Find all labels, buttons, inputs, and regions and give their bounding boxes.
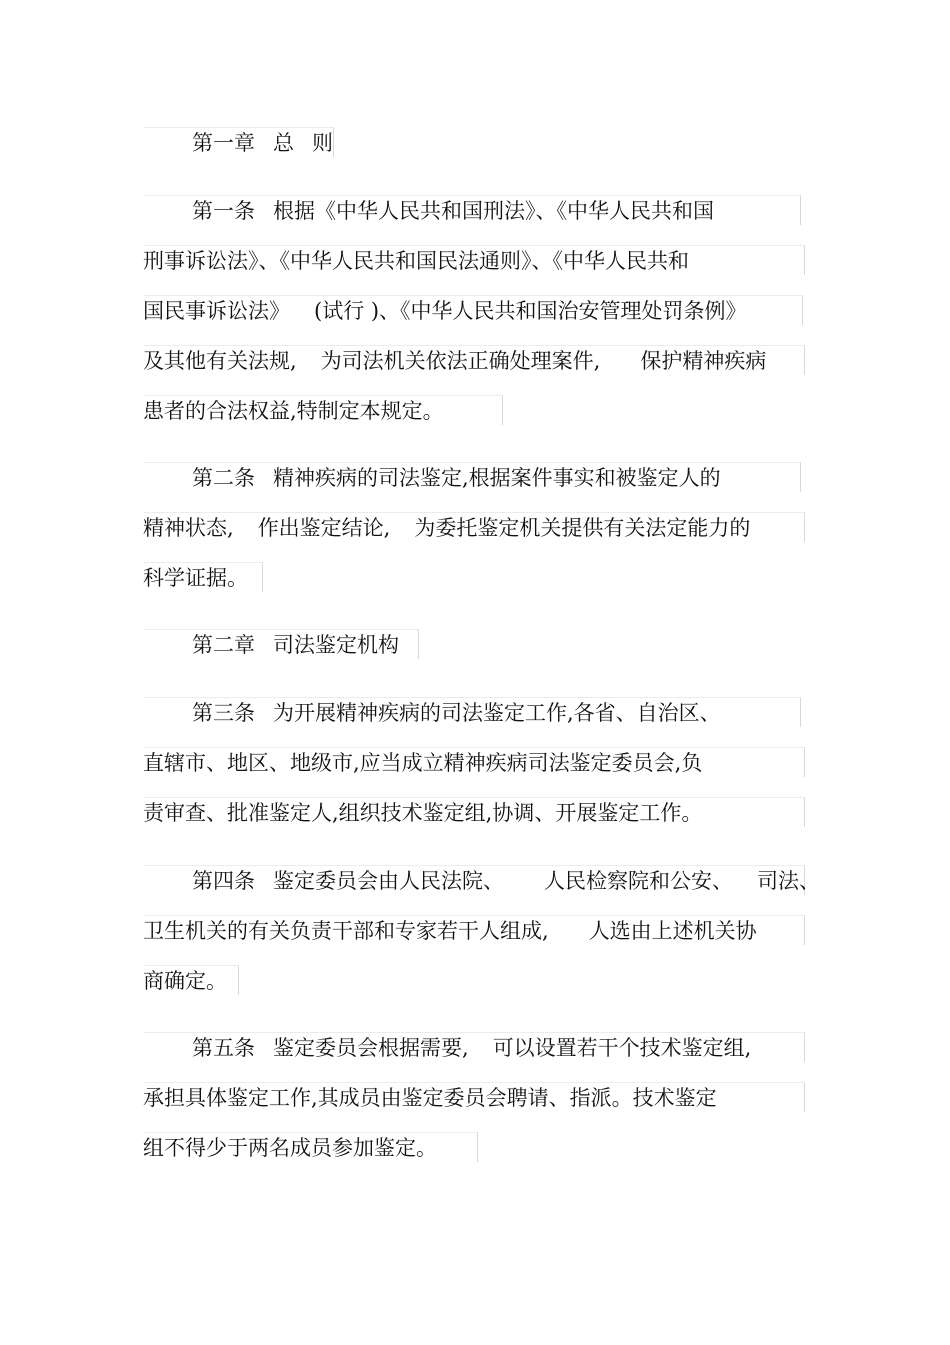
paragraph-line xyxy=(143,915,805,945)
line-text: 直辖市、地区、地级市,应当成立精神疾病司法鉴定委员会,负 xyxy=(143,751,703,775)
line-text: 人选由上述机关协 xyxy=(588,919,757,943)
line-text: 刑事诉讼法》、《中华人民共和国民法通则》、《中华人民共和 xyxy=(143,249,689,273)
line-text: 精神疾病的司法鉴定,根据案件事实和被鉴定人的 xyxy=(273,466,721,490)
line-text: 组不得少于两名成员参加鉴定。 xyxy=(143,1136,437,1160)
paragraph-line xyxy=(143,1032,805,1062)
paragraph-line xyxy=(143,512,805,542)
paragraph-line xyxy=(143,462,801,492)
paragraph-line xyxy=(143,747,805,777)
chapter-number: 第一章 xyxy=(192,131,255,155)
chapter-title-part: 总 xyxy=(273,131,294,155)
article-number: 第五条 xyxy=(192,1036,255,1060)
line-text: 保护精神疾病 xyxy=(640,349,767,373)
article-number: 第一条 xyxy=(192,199,255,223)
chapter-number: 第二章 xyxy=(192,633,255,657)
paragraph-line xyxy=(143,965,239,995)
line-text: 为委托鉴定机关提供有关法定能力的 xyxy=(414,516,751,540)
line-text: 为开展精神疾病的司法鉴定工作,各省、自治区、 xyxy=(273,701,721,725)
line-text: 承担具体鉴定工作,其成员由鉴定委员会聘请、指派。技术鉴定 xyxy=(143,1086,717,1110)
line-text: 科学证据。 xyxy=(143,566,248,590)
chapter-heading xyxy=(143,629,419,659)
line-text: 可以设置若干个技术鉴定组, xyxy=(492,1036,752,1060)
paragraph-line xyxy=(143,562,263,592)
line-text: 商确定。 xyxy=(143,969,227,993)
paragraph-line xyxy=(143,1082,805,1112)
article-number: 第四条 xyxy=(192,869,255,893)
line-text: 为司法机关依法正确处理案件, xyxy=(320,349,601,373)
line-text: (试行 )、《中华人民共和国治安管理处罚条例》 xyxy=(314,299,747,323)
line-text: 及其他有关法规, xyxy=(143,349,297,373)
paragraph-line xyxy=(143,195,801,225)
line-text: 国民事诉讼法》 xyxy=(143,299,290,323)
line-text: 鉴定委员会根据需要, xyxy=(273,1036,469,1060)
paragraph-line xyxy=(143,865,820,895)
line-text: 司法、 xyxy=(757,869,820,893)
paragraph-line xyxy=(143,697,801,727)
article-number: 第三条 xyxy=(192,701,255,725)
paragraph-line xyxy=(143,295,803,325)
paragraph-line xyxy=(143,797,805,827)
chapter-title-part: 则 xyxy=(312,131,333,155)
paragraph-line xyxy=(143,245,805,275)
article-number: 第二条 xyxy=(192,466,255,490)
line-text: 根据《中华人民共和国刑法》、《中华人民共和国 xyxy=(273,199,714,223)
chapter-heading xyxy=(143,127,334,157)
chapter-title-part: 司法鉴定机构 xyxy=(273,633,399,657)
line-text: 责审查、批准鉴定人,组织技术鉴定组,协调、开展鉴定工作。 xyxy=(143,801,703,825)
line-text: 患者的合法权益,特制定本规定。 xyxy=(143,399,444,423)
paragraph-line xyxy=(143,1132,478,1162)
line-text: 精神状态, xyxy=(143,516,234,540)
line-text: 卫生机关的有关负责干部和专家若干人组成, xyxy=(143,919,549,943)
line-text: 人民检察院和公安、 xyxy=(544,869,733,893)
line-text: 鉴定委员会由人民法院、 xyxy=(273,869,504,893)
line-text: 作出鉴定结论, xyxy=(257,516,391,540)
paragraph-line xyxy=(143,395,503,425)
paragraph-line xyxy=(143,345,805,375)
